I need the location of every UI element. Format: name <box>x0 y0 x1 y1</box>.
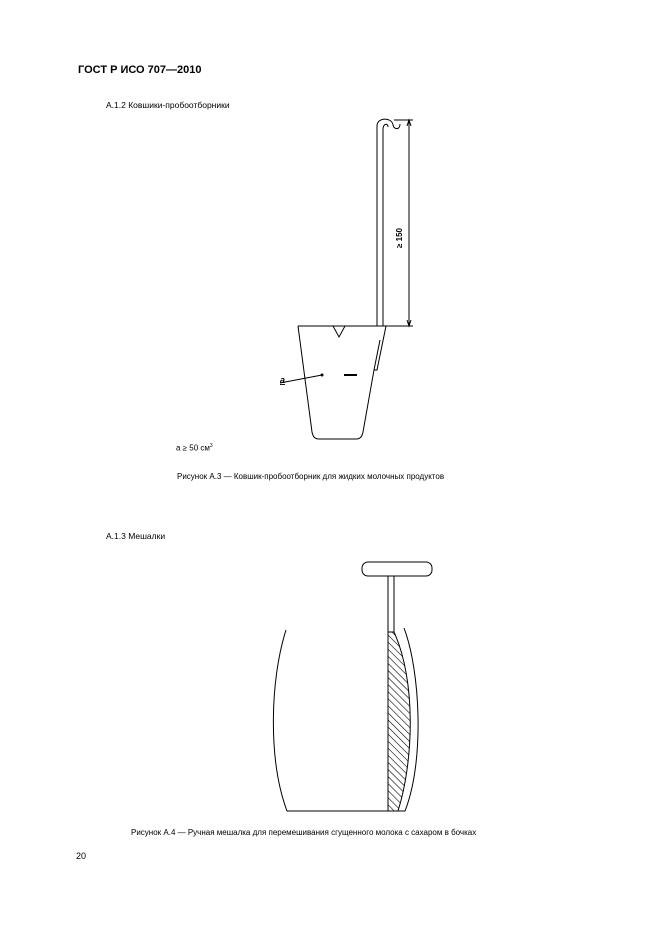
ladle-cup <box>298 326 386 439</box>
section-heading-samplers: А.1.2 Ковшики-пробоотборники <box>106 100 230 110</box>
part-label: a <box>280 375 286 385</box>
figure-hand-stirrer <box>273 562 432 811</box>
ladle-handle <box>377 119 400 326</box>
section-heading-stirrers: А.1.3 Мешалки <box>106 531 166 541</box>
page-number: 20 <box>76 851 87 861</box>
label-leader <box>280 375 322 383</box>
volume-note: a ≥ 50 $см^3$ <box>176 443 213 453</box>
figure-caption-a4: Рисунок А.4 — Ручная мешалка для перемешивания сгущенного молока с сахаром в бочках <box>131 828 477 837</box>
figure-ladle-sampler <box>280 119 413 439</box>
document-header: ГОСТ Р ИСО 707—2010 <box>78 64 202 76</box>
figure-caption-a3: Рисунок А.3 — Ковшик-пробоотборник для жидких молочных продуктов <box>177 472 445 481</box>
stirrer-handle <box>362 562 432 576</box>
spout-notch <box>333 326 345 337</box>
dimension-label: ≥ 150 <box>395 228 404 248</box>
stirrer-blade <box>388 632 410 811</box>
